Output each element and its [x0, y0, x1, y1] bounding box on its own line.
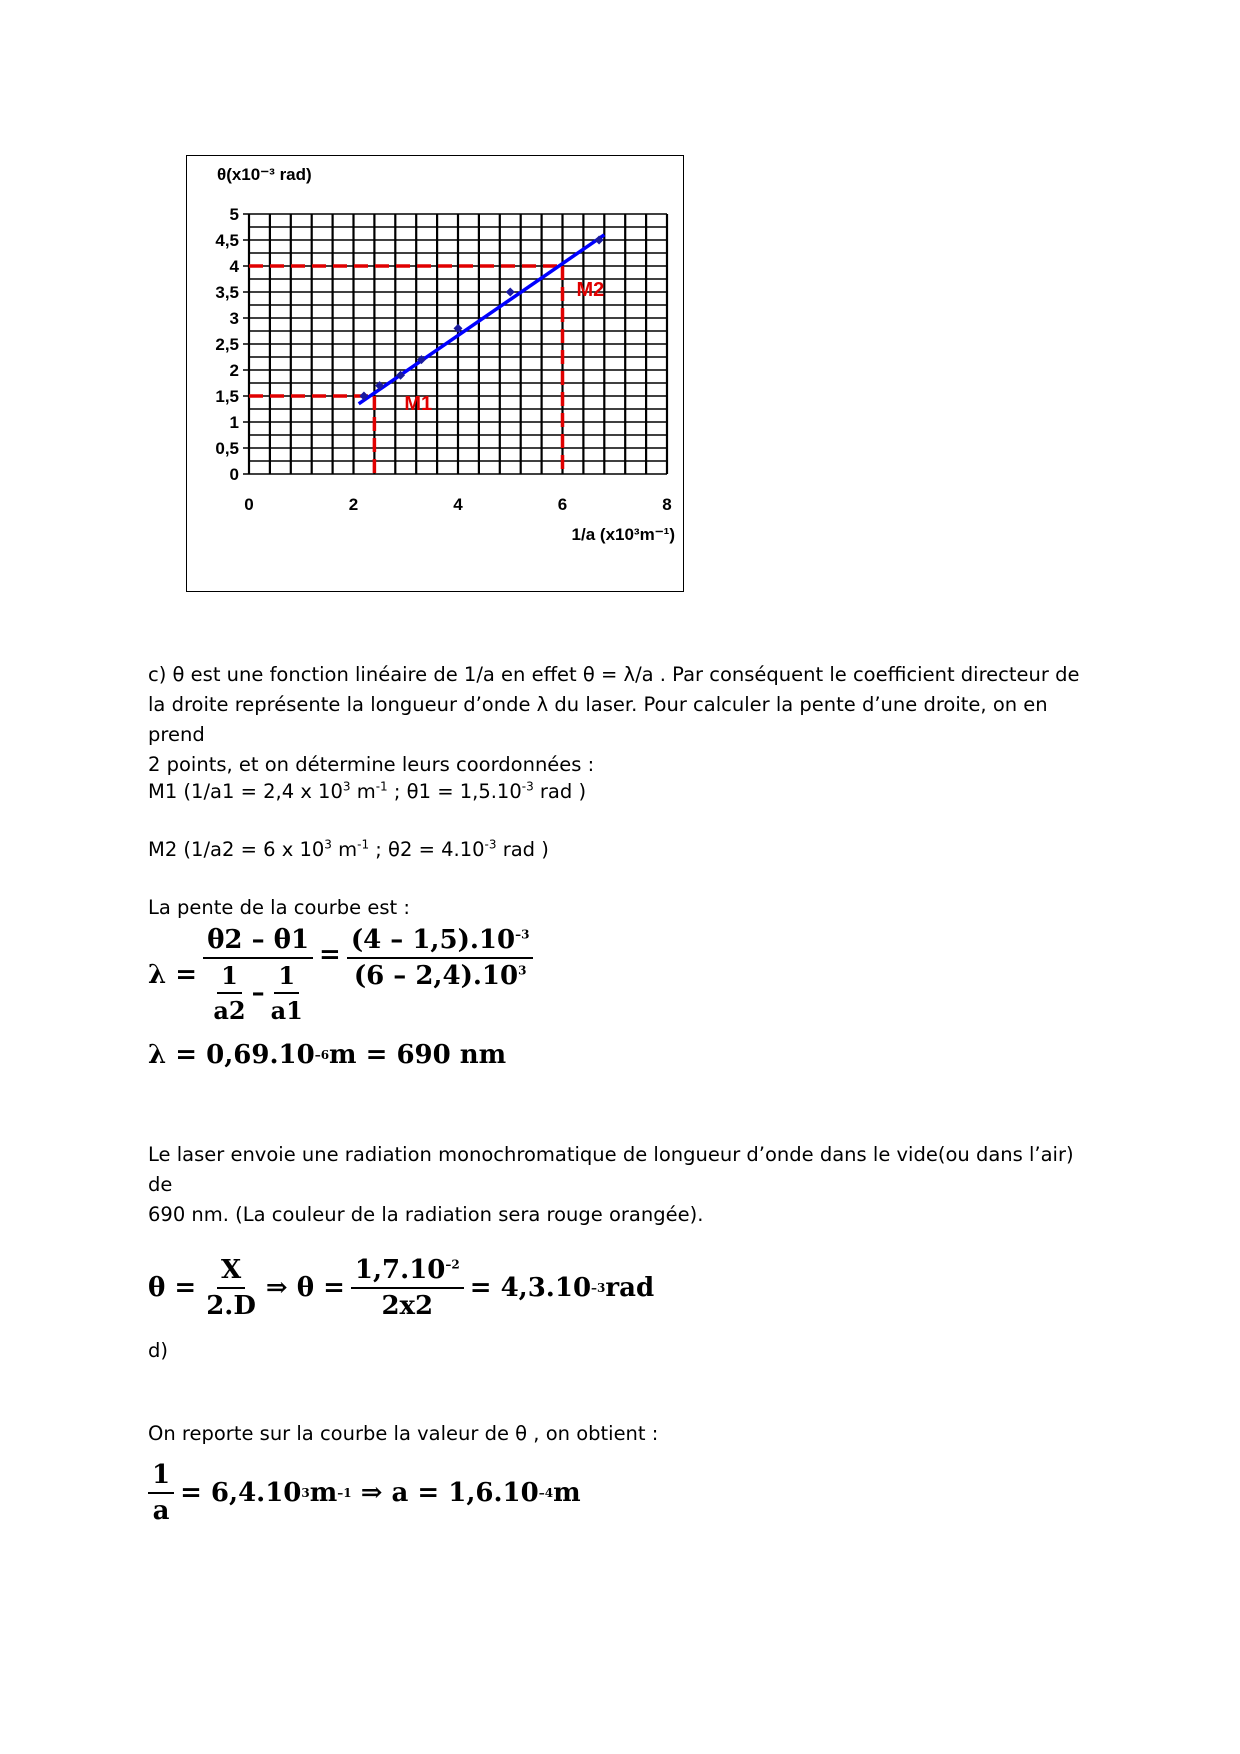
- marker-label-m1: M1: [404, 393, 433, 415]
- y-tick-label: 4,5: [215, 231, 239, 250]
- y-tick-label: 2,5: [215, 335, 239, 354]
- slope-intro-text: La pente de la courbe est :: [148, 896, 410, 919]
- slope-intro: [148, 893, 1098, 923]
- y-tick-label: 1,5: [215, 387, 239, 406]
- laser-line-1: Le laser envoie une radiation monochromatique de longueur d’onde dans le vide(ou dans l’air) de: [148, 1143, 1074, 1196]
- y-tick-label: 3: [229, 309, 239, 328]
- y-tick-label: 0: [229, 465, 239, 484]
- m2-text: M2 (1/a2 = 6 x 10: [148, 838, 325, 861]
- equation-theta: θ = $\frac{X}{2.D}$ ⇒ θ = $\frac{1,7.10^{-2}}{2x2}$ = 4,3.10 –3 rad: [148, 1255, 655, 1321]
- m2-coordinates: [148, 835, 1098, 865]
- paragraph-c: [148, 660, 1098, 780]
- m1-theta: ; θ1 = 1,5.10: [387, 780, 522, 803]
- m2-exp: 3: [324, 837, 332, 852]
- eq4-fraction: [148, 1460, 174, 1526]
- report-paragraph: [148, 1419, 1098, 1449]
- para-c-line-2: la droite représente la longueur d’onde λ du laser. Pour calculer la pente d’une droite, on en prend: [148, 693, 1048, 746]
- eq1-f2-den-exp: 3: [518, 963, 527, 978]
- m1-coordinates: [148, 777, 1098, 807]
- eq1-f1-denominator: [203, 959, 313, 1025]
- x-tick-label: 4: [453, 495, 463, 514]
- eq3-lhs: θ =: [148, 1273, 197, 1303]
- eq4-unit: m: [309, 1478, 338, 1508]
- eq4-implies: ⇒ a = 1,6.10: [351, 1478, 539, 1508]
- laser-paragraph: [148, 1140, 1098, 1230]
- eq1-fraction-1: [203, 925, 313, 1025]
- eq1-sub-num-a: 1: [217, 961, 242, 994]
- eq3-implies: ⇒ θ =: [265, 1273, 345, 1303]
- figure-frame: [186, 155, 684, 592]
- laser-line-2: 690 nm. (La couleur de la radiation sera rouge orangée).: [148, 1203, 704, 1226]
- y-tick-label: 0,5: [215, 439, 239, 458]
- eq1-equals: =: [319, 940, 341, 970]
- eq4-value: = 6,4.10: [180, 1478, 302, 1508]
- d-label-text: d): [148, 1339, 168, 1362]
- x-tick-label: 6: [557, 495, 568, 514]
- x-axis-label: 1/a (x10³m⁻¹): [571, 525, 675, 544]
- eq3-f2-num: 1,7.10: [354, 1255, 446, 1285]
- y-tick-label: 4: [229, 257, 239, 276]
- eq3-f1-num: X: [217, 1255, 245, 1289]
- m2-theta: ; θ2 = 4.10: [369, 838, 485, 861]
- m2-unit: m: [331, 838, 358, 861]
- eq1-f1-numerator: θ2 – θ1: [203, 925, 313, 959]
- y-axis-label: θ(x10⁻³ rad): [217, 165, 312, 184]
- y-tick-label: 1: [229, 413, 239, 432]
- equation-a-result: $\frac{1}{a}$ = 6,4.10 3 m –1 ⇒ a = 1,6.10 –4 m: [148, 1460, 581, 1526]
- eq1-sub-den-a2: a2: [213, 996, 246, 1025]
- marker-label-m2: M2: [576, 279, 605, 301]
- eq3-rhs-unit: rad: [605, 1273, 655, 1303]
- eq1-f2-den: (6 – 2,4).10: [353, 961, 519, 991]
- x-tick-label: 0: [244, 495, 254, 514]
- m1-text: M1 (1/a1 = 2,4 x 10: [148, 780, 343, 803]
- eq4-num: 1: [148, 1460, 174, 1494]
- eq3-rhs: = 4,3.10: [469, 1273, 592, 1303]
- eq4-unit-m: m: [553, 1478, 581, 1508]
- theta-vs-inverse-a-chart: [187, 156, 682, 590]
- eq3-f2-num-exp: –2: [445, 1257, 460, 1272]
- equation-slope: [148, 925, 539, 1025]
- data-point: [506, 288, 515, 297]
- m1-theta-unit: rad ): [533, 780, 587, 803]
- eq1-f2-num: (4 – 1,5).10: [350, 925, 516, 955]
- eq1-sub-den-a1: a1: [270, 996, 303, 1025]
- y-tick-label: 2: [229, 361, 239, 380]
- eq2-result: m = 690 nm: [329, 1040, 507, 1070]
- eq3-f1-den: 2.D: [206, 1291, 256, 1321]
- eq3-f2-den: 2x2: [381, 1291, 434, 1321]
- eq1-f2-num-exp: –3: [515, 927, 530, 942]
- para-c-line-1: c) θ est une fonction linéaire de 1/a en effet θ = λ/a . Par conséquent le coefficient directeur de: [148, 663, 1080, 686]
- para-c-line-3: 2 points, et on détermine leurs coordonnées :: [148, 753, 595, 776]
- m1-theta-exp: -3: [521, 779, 534, 794]
- y-tick-label: 5: [229, 205, 239, 224]
- eq1-minus: –: [251, 978, 265, 1008]
- eq1-lhs: λ =: [148, 960, 198, 990]
- eq1-sub-frac-a2: [209, 961, 249, 1025]
- eq1-fraction-2: [347, 925, 534, 991]
- m2-theta-unit: rad ): [496, 838, 549, 861]
- m2-theta-exp: -3: [484, 837, 497, 852]
- m1-unit: m: [350, 780, 376, 803]
- equation-lambda-result: λ = 0,69.10 –6 m = 690 nm: [148, 1040, 507, 1070]
- x-tick-label: 2: [348, 495, 359, 514]
- eq3-fraction-1: [202, 1255, 260, 1321]
- eq4-den: a: [152, 1496, 170, 1526]
- report-text: On reporte sur la courbe la valeur de θ , on obtient :: [148, 1422, 659, 1445]
- m1-exp: 3: [342, 779, 351, 794]
- eq3-fraction-2: [351, 1255, 464, 1321]
- part-d-label: [148, 1336, 1098, 1366]
- m2-unit-exp: -1: [357, 837, 370, 852]
- eq1-sub-frac-a1: [267, 961, 307, 1025]
- eq2-lambda: λ = 0,69.10: [148, 1040, 315, 1070]
- eq1-sub-num-b: 1: [274, 961, 299, 994]
- x-tick-label: 8: [662, 495, 672, 514]
- m1-unit-exp: -1: [375, 779, 388, 794]
- y-tick-label: 3,5: [215, 283, 239, 302]
